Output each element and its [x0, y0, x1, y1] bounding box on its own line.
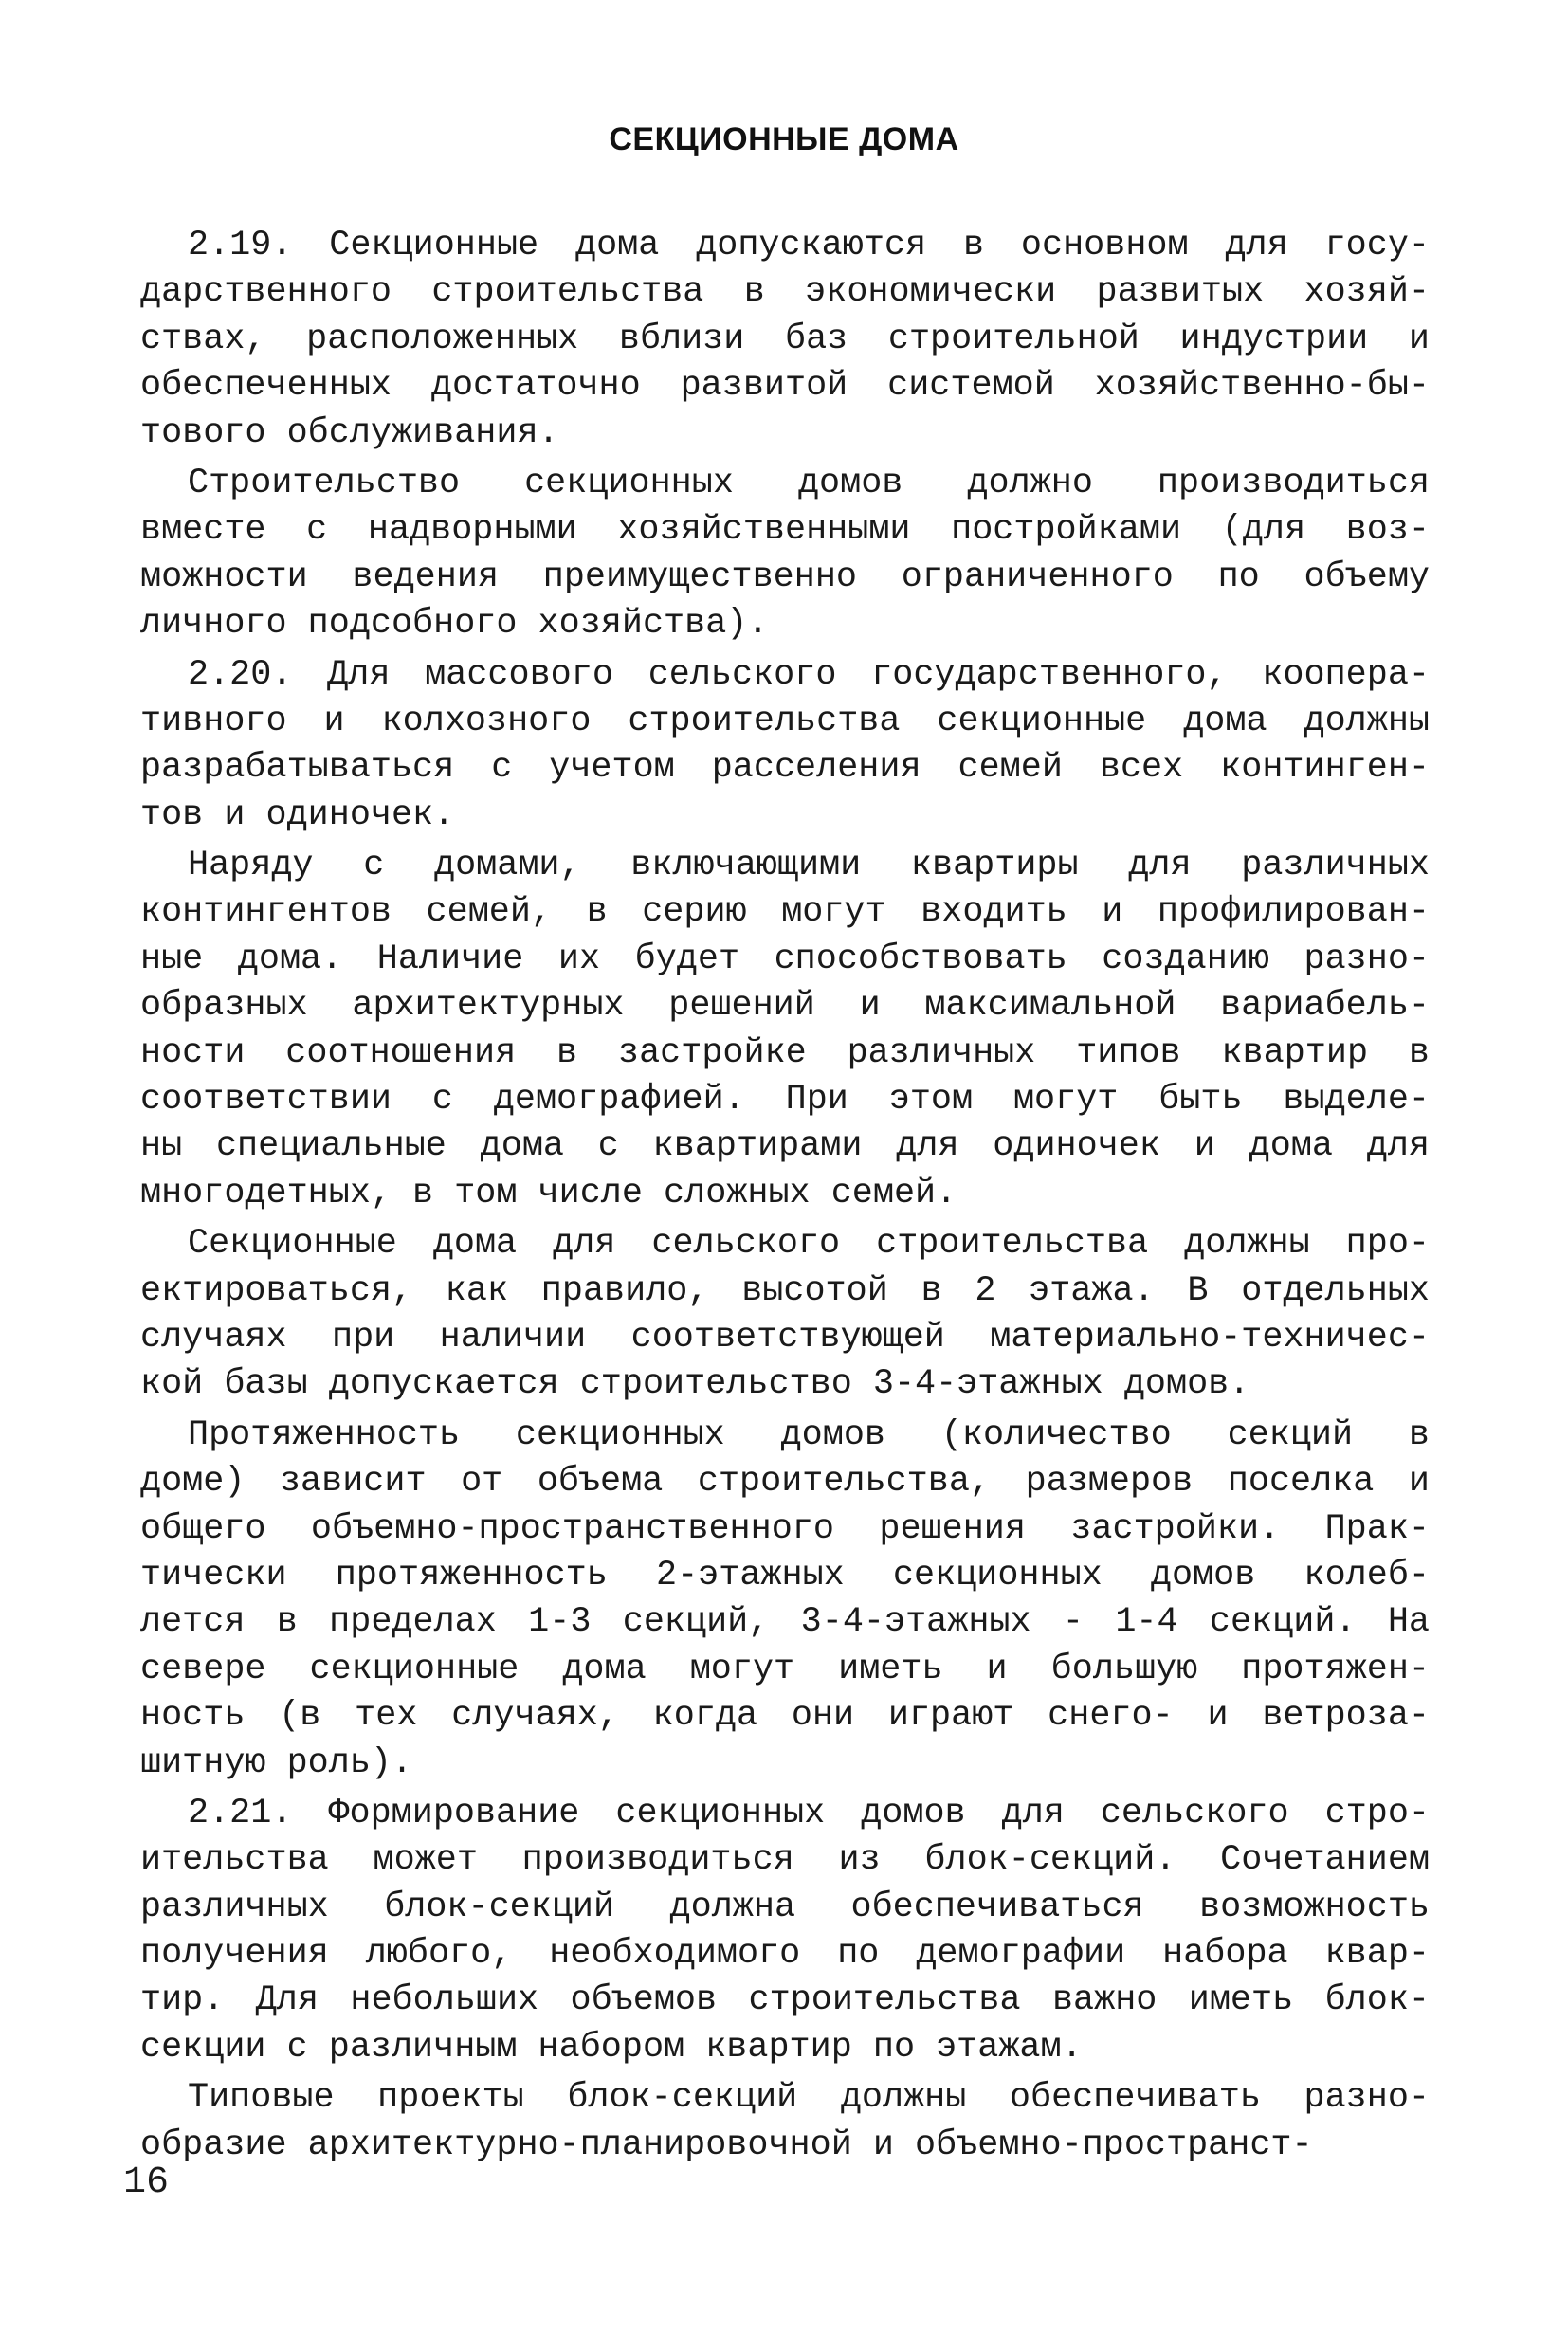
text-line: Протяженность секционных домов (количество секций в — [188, 1414, 1430, 1455]
text-line: получения любого, необходимого по демографии набора квар- — [140, 1934, 1430, 1975]
paragraph — [140, 461, 1430, 648]
text-line: тового обслуживания. — [140, 412, 559, 453]
text-line: тически протяженность 2-этажных секционных домов колеб- — [140, 1555, 1430, 1595]
text-line: Строительство секционных домов должно производиться — [188, 463, 1430, 503]
text-line: разрабатываться с учетом расселения семей всех континген- — [140, 748, 1430, 789]
text-line: обеспеченных достаточно развитой системой хозяйственно-бы- — [140, 366, 1430, 407]
text-line: ительства может производиться из блок-секций. Сочетанием — [140, 1840, 1430, 1881]
text-line: тивного и колхозного строительства секционные дома должны — [140, 701, 1430, 741]
text-line: 2.19. Секционные дома допускаются в основном для госу- — [188, 226, 1430, 265]
text-line: 2.20. Для массового сельского государственного, коопера- — [188, 654, 1430, 695]
text-line: случаях при наличии соответствующей материально-техничес- — [140, 1317, 1430, 1358]
text-line: 2.21. Формирование секционных домов для сельского стро- — [188, 1793, 1430, 1833]
text-line: Наряду с домами, включающими квартиры для различных — [188, 846, 1430, 886]
paragraph — [140, 1791, 1430, 2071]
text-line: лется в пределах 1-3 секций, 3-4-этажных - 1-4 секций. На — [140, 1602, 1430, 1643]
text-line: многодетных, в том числе сложных семей. — [140, 1173, 957, 1213]
text-line: севере секционные дома могут иметь и большую протяжен- — [140, 1649, 1430, 1689]
text-line: образных архитектурных решений и максимальной вариабель- — [140, 986, 1430, 1027]
text-line: ектироваться, как правило, высотой в 2 этажа. В отдельных — [140, 1270, 1430, 1311]
text-line: контингентов семей, в серию могут входить и профилирован- — [140, 892, 1430, 933]
text-line: ны специальные дома с квартирами для одиночек и дома для — [140, 1126, 1430, 1167]
text-line: секции с различным набором квартир по этажам. — [140, 2027, 1083, 2068]
body-text — [140, 223, 1430, 2169]
section-heading: СЕКЦИОННЫЕ ДОМА — [609, 121, 959, 157]
text-line: дарственного строительства в экономически развитых хозяй- — [140, 272, 1430, 313]
text-line: ность (в тех случаях, когда они играют снего- и ветроза- — [140, 1696, 1430, 1737]
text-line: Секционные дома для сельского строительства должны про- — [188, 1224, 1430, 1265]
paragraph — [140, 1221, 1430, 1409]
text-line: тов и одиночек. — [140, 794, 455, 835]
text-line: различных блок-секций должна обеспечиваться возможность — [140, 1887, 1430, 1927]
paragraph — [140, 223, 1430, 457]
text-line: кой базы допускается строительство 3-4-этажных домов. — [140, 1364, 1250, 1405]
paragraph — [140, 843, 1430, 1217]
paragraph — [140, 1413, 1430, 1787]
text-line: шитную роль). — [140, 1742, 413, 1783]
paragraph — [140, 2075, 1430, 2169]
text-line: ности соотношения в застройке различных типов квартир в — [140, 1032, 1430, 1073]
text-line: тир. Для небольших объемов строительства важно иметь блок- — [140, 1980, 1430, 2021]
text-line: личного подсобного хозяйства). — [140, 604, 769, 645]
text-line: вместе с надворными хозяйственными постройками (для воз- — [140, 510, 1430, 551]
text-line: Типовые проекты блок-секций должны обеспечивать разно- — [188, 2078, 1430, 2119]
text-line: ствах, расположенных вблизи баз строительной индустрии и — [140, 319, 1430, 359]
text-line: общего объемно-пространственного решения застройки. Прак- — [140, 1508, 1430, 1549]
text-line: образие архитектурно-планировочной и объемно-пространст- — [140, 2124, 1313, 2165]
text-line: можности ведения преимущественно ограниченного по объему — [140, 556, 1430, 597]
text-line: доме) зависит от объема строительства, размеров поселка и — [140, 1462, 1430, 1503]
page-number: 16 — [123, 2161, 170, 2204]
text-line: соответствии с демографией. При этом могут быть выделе- — [140, 1080, 1430, 1121]
text-line: ные дома. Наличие их будет способствовать созданию разно- — [140, 939, 1430, 979]
paragraph — [140, 652, 1430, 840]
